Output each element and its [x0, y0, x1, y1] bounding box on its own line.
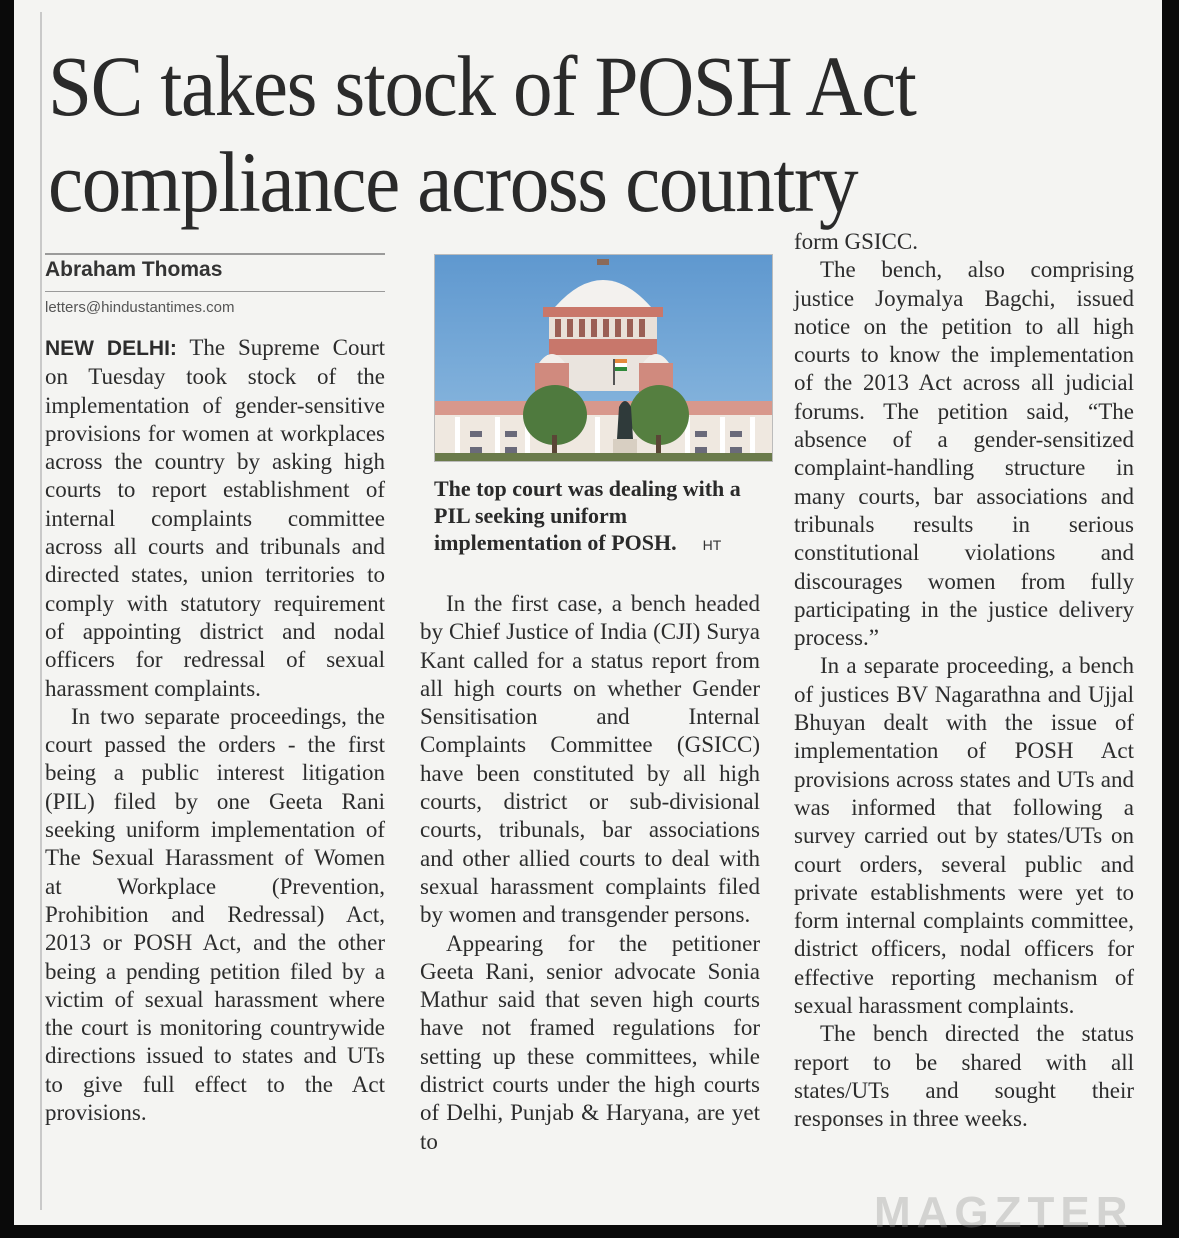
paragraph-continuation: form GSICC.	[794, 229, 918, 254]
magzter-watermark: MAGZTER	[874, 1188, 1134, 1237]
newspaper-page	[14, 0, 1162, 1237]
author-email[interactable]: letters@hindustantimes.com	[45, 299, 235, 316]
paragraph-text: The Supreme Court on Tuesday took stock of the implementation of gender-sensitive provisions for women at workplaces across the country by asking high courts to report establishment of internal complaints committee across all courts and tribunals and directed states, union territories to comply with statutory requirement of appointing district and nodal officers for redressal of sexual harassment complaints.	[45, 335, 385, 701]
article-column-2	[420, 590, 760, 1156]
paragraph: In a separate proceeding, a bench of justices BV Nagarathna and Ujjal Bhuyan dealt with the issue of implementation of POSH Act provisions across states and UTs and was informed that following a survey carried out by states/UTs on court orders, several public and private establishments were yet to form internal complaints committee, district officers, nodal officers for effective reporting mechanism of sexual harassment complaints.	[794, 653, 1134, 1019]
caption-text: The top court was dealing with a PIL seeking uniform implementation of POSH.	[434, 476, 741, 555]
supreme-court-illustration	[435, 255, 772, 461]
paragraph: In two separate proceedings, the court passed the orders - the first being a public interest litigation (PIL) filed by one Geeta Rani seeking uniform implementation of The Sexual Harassment of Women at Workplace (Prevention, Prohibition and Redressal) Act, 2013 or POSH Act, and the other being a pending petition filed by a victim of sexual harassment where the court is monitoring countrywide directions issued to states and UTs to give full effect to the Act provisions.	[45, 703, 385, 1126]
paragraph: The bench directed the status report to be shared with all states/UTs and sought their responses in three weeks.	[794, 1021, 1134, 1132]
lead-paragraph	[45, 334, 385, 703]
headline: SC takes stock of POSH Act compliance across country	[48, 38, 916, 230]
dateline: NEW DELHI:	[45, 337, 177, 360]
byline-divider	[45, 253, 385, 255]
statue	[617, 401, 633, 439]
paragraph: In the first case, a bench headed by Chief Justice of India (CJI) Surya Kant called for a status report from all high courts on whether Gender Sensitisation and Internal Complaints Committee (GSICC) have been constituted by all high courts, district or sub-divisional courts, tribunals, bar associations and other allied courts to deal with sexual harassment complaints filed by women and transgender persons.	[420, 591, 760, 928]
byline: Abraham Thomas	[45, 258, 223, 281]
dome-band	[543, 307, 663, 317]
supreme-court-photo	[434, 254, 773, 462]
byline-divider	[45, 291, 385, 292]
photo-credit: HT	[702, 537, 722, 553]
paragraph: The bench, also comprising justice Joymalya Bagchi, issued notice on the petition to all high courts to know the implementation of the 2013 Act across all judicial forums. The petition said, “The absence of a gender-sensitized complaint-handling structure in many courts, bar associations and tribunals results in serious constitutional violations and discourages women from fully participating in the justice delivery process.”	[794, 257, 1134, 651]
paragraph: Appearing for the petitioner Geeta Rani, senior advocate Sonia Mathur said that seven high courts have not framed regulations for setting up these committees, while district courts under the high courts of Delhi, Punjab & Haryana, are yet to	[420, 930, 760, 1154]
article-column-1	[45, 334, 385, 1127]
building-roofline	[435, 401, 772, 415]
article-column-3	[794, 228, 1134, 1134]
photo-caption	[434, 475, 779, 559]
column-rule	[40, 12, 42, 1210]
